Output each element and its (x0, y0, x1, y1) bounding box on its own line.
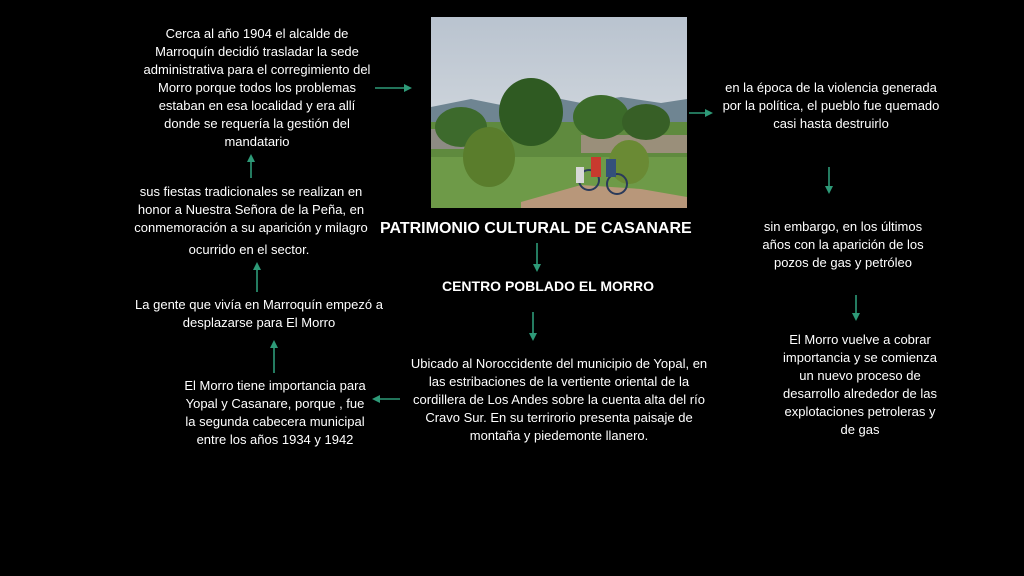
migration-text: La gente que vivía en Marroquín empezó a desplazarse para El Morro (135, 297, 383, 330)
intro-text: Ubicado al Noroccidente del municipio de Yopal, en las estribaciones de la vertiente oriental de la cordillera de Los Andes sobre la cuenta alta del río Cravo Sur. En su terrirorio presenta paisaje de montaña y piedemonte llanero. (410, 356, 708, 443)
revival-text: El Morro vuelve a cobrar importancia y se comienza un nuevo proceso de desarrollo alrededor de las explotaciones petroleras y de gas (783, 332, 937, 437)
history-1904-text: Cerca al año 1904 el alcalde de Marroquín decidió trasladar la sede administrativa para el corregimiento del Morro porque todos los problemas estaban en esa localidad y era allí donde se requería la gestión del mandatario (143, 26, 371, 149)
festivities-text: sus fiestas tradicionales se realizan en honor a Nuestra Señora de la Peña, en conmemoración a su aparición y milagro (134, 184, 368, 235)
violence-text: en la época de la violencia generada por la política, el pueblo fue quemado casi hasta destruirlo (722, 80, 940, 131)
subtitle: CENTRO POBLADO EL MORRO (441, 278, 655, 294)
gas-text: sin embargo, en los últimos años con la aparición de los pozos de gas y petróleo (762, 219, 924, 270)
festivities-text-continued: ocurrido en el sector. (188, 242, 310, 257)
importance-text: El Morro tiene importancia para Yopal y Casanare, porque , fue la segunda cabecera municipal entre los años 1934 y 1942 (184, 378, 366, 447)
page-title: PATRIMONIO CULTURAL DE CASANARE (380, 220, 692, 237)
